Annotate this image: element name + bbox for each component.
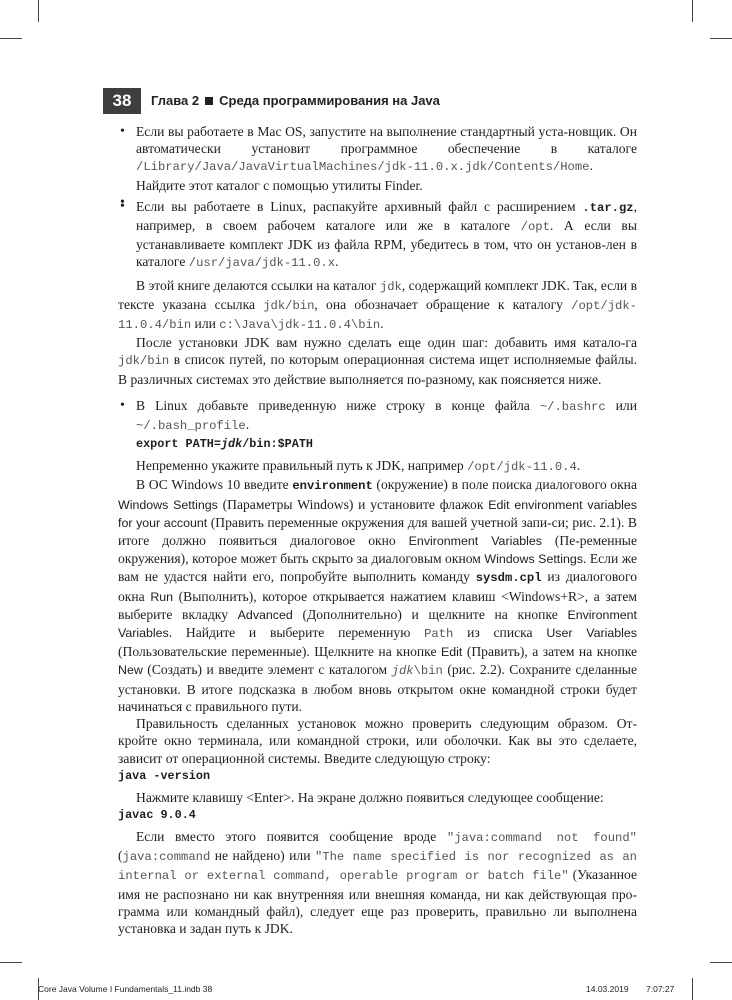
crop-mark — [38, 0, 39, 22]
page-number: 38 — [103, 88, 141, 114]
crop-mark — [692, 978, 693, 1000]
page-body — [118, 123, 637, 937]
code-export-path: export PATH=jdk/bin:$PATH — [136, 437, 313, 452]
paragraph-path-example: Непременно укажите правильный путь к JDK, например /opt/jdk-11.0.4. — [136, 458, 581, 475]
running-header — [103, 88, 638, 114]
paragraph-path-step: После установки JDK вам нужно сделать еще один шаг: добавить имя катало-га jdk/bin в список путей, по которым операционная система ищет исполняемые файлы. В различных системах это действие выполняется по-разному, как поясняется ниже. — [118, 335, 637, 387]
crop-mark — [710, 962, 732, 963]
paragraph-not-found: Если вместо этого появится сообщение вроде "java:command not found" (java:command не найдено) или "The name specified is nor recognized as an internal or external command, operable program or batch file" (Указанное имя не распознано ни как внутренняя или внешняя команда, ни как действующая про-грамма или командный файл), следует еще раз проверить, правильно ли выполнена установка и задан путь к JDK. — [118, 828, 637, 936]
bullet-list — [118, 123, 637, 273]
code-javac-output: javac 9.0.4 — [118, 807, 196, 822]
list-item-macos: • Если вы работаете в Mac OS, запустите на выполнение стандартный уста-новщик. Он автоматически установит программное обеспечение в каталоге /Library/Java/JavaVirtualMachines/jdk-11.0.x.jdk/Contents/Home. Найдите этот каталог с помощью утилиты Finder. — [118, 123, 637, 194]
crop-mark — [0, 962, 22, 963]
code-java-version: java -version — [118, 768, 211, 783]
footer-time: 7:07:27 — [646, 984, 675, 994]
paragraph-jdk-links: В этой книге делаются ссылки на каталог jdk, содержащий комплект JDK. Так, если в тексте указана ссылка jdk/bin, она обозначает обращение к каталогу /opt/jdk-11.0.4/bin или c:\Java\jdk-11.0.4\bin. — [118, 277, 638, 333]
list-item-linux: • Если вы работаете в Linux, распакуйте архивный файл с расширением .tar.gz, например, в своем рабочем каталоге или же в каталоге /opt. А если вы устанавливаете комплект JDK из файла RPM, убедитесь в том, что он установ-лен в каталоге /usr/java/jdk-11.0.x. — [118, 198, 637, 273]
paragraph-verify: Правильность сделанных установок можно проверить следующим образом. От-кройте окно терминала, или командной строки, или оболочки. Как вы это сделаете, зависит от операционной системы. Введите следующую строку: — [118, 716, 637, 766]
paragraph-windows: В ОС Windows 10 введите environment (окружение) в поле поиска диалогового окна Windows Settings (Параметры Windows) и установите флажок Edit environment variables for your account (Править переменные окружения для вашей учетной запи-си; рис. 2.1). В итоге должно появиться диалоговое окно Environment Variables (Пе-ременные окружения), которое может быть скрыто за диалоговым окном Windows Settings. Если же вам не удастся найти его, попробуйте выполнить команду sysdm.cpl из диалогового окна Run (Выполнить), которое открывается нажатием клавиш <Windows+R>, а затем выберите вкладку Advanced (Дополнительно) и щелкните на кнопке Environment Variables. Найдите и выберите переменную Path из списка User Variables (Пользовательские переменные). Щелкните на кнопке Edit (Править), а затем на кнопке New (Создать) и введите элемент с каталогом jdk\bin (рис. 2.2). Сохраните сделанные установки. В итоге подсказка в любом вновь открытом окне командной строки будет начинаться с правильного пути. — [118, 477, 638, 714]
footer-date: 14.03.2019 — [586, 984, 629, 994]
list-item-linux-path: • В Linux добавьте приведенную ниже строку в конце файла ~/.bashrc или ~/.bash_profile. — [118, 397, 637, 435]
paragraph-press-enter: Нажмите клавишу <Enter>. На экране должно появиться следующее сообщение: — [136, 789, 604, 805]
footer-filename: Core Java Volume I Fundamentals_11.indb 38 — [38, 984, 213, 994]
chapter-title: Среда программирования на Java — [219, 93, 440, 108]
square-bullet-icon — [205, 97, 213, 105]
chapter-heading — [151, 93, 440, 108]
crop-mark — [0, 38, 22, 39]
crop-mark — [710, 38, 732, 39]
chapter-label: Глава 2 — [151, 93, 200, 108]
crop-mark — [692, 0, 693, 22]
bullet-list — [118, 397, 637, 435]
